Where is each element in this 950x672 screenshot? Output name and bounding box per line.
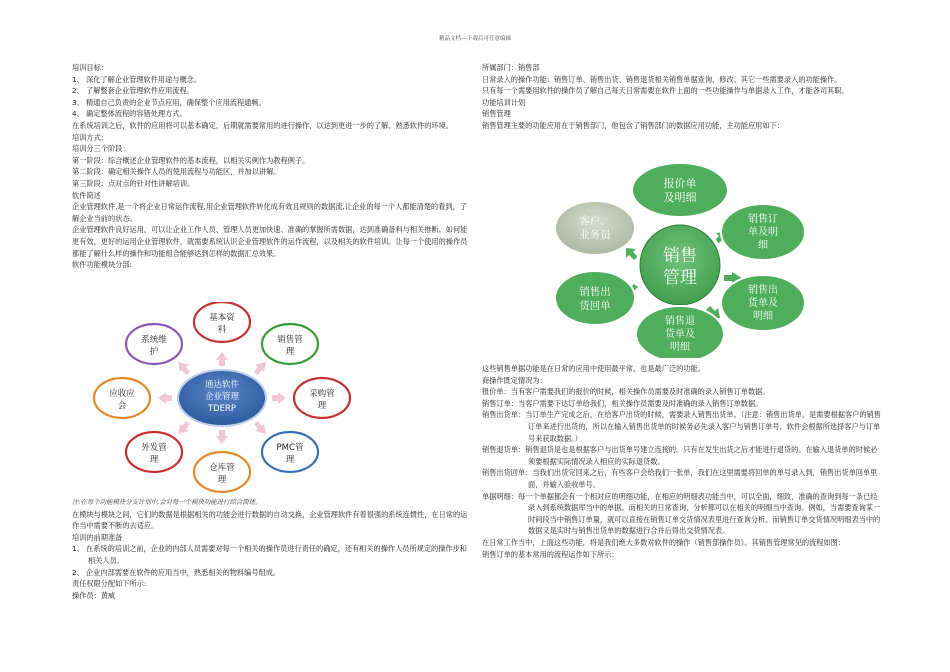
node-label: 销售订	[748, 214, 778, 225]
node-label: 单及明	[748, 227, 778, 238]
node-label: 会	[117, 401, 127, 411]
sales-heading: 销售管理	[482, 109, 511, 119]
receipt-desc: 销售出货回单：当我们出货完回来之后，有些客户会给我们一张单，我们在这里需要将回单的单号录入到，销售出货单回单里面，并输入验收单号。	[482, 468, 878, 489]
node-label: 理	[317, 401, 327, 411]
paragraph: 销售管理主要的功能应用在于销售部门，他包含了销售部门的数据应用功能，主功能应用如下：	[482, 120, 784, 130]
node-label: 客户、	[579, 215, 611, 227]
return-desc: 销售退货单：销售退货是也是根据客户与出货单号建立连接的。只有在发生出货之后才能进行退货的。在输入退货单的时候必须要根据实际情况录入相应的实际退货数。	[482, 445, 878, 466]
node-label: 应收应	[109, 389, 135, 399]
goal-item: 2、 了解整套企业管理软件应用流程。	[72, 86, 194, 96]
module-heading: 软件功能模块分部:	[72, 260, 132, 270]
right-column-bottom	[482, 363, 882, 560]
center-label: 销售	[663, 246, 697, 266]
node-delivery-receipt	[555, 271, 635, 325]
module-diagram	[72, 302, 372, 494]
flow-heading: 销售订单的基本常用的流程运作如下所示：	[482, 549, 619, 559]
delivery-desc: 销售出货单：当订单生产完成之后，在给客户出货的时候，需要录入销售出货单。（注意：销售出货单，是需要根据客户的销售订单来进行出货的，所以在输入销售出货单的时候务必先录入客户与销售订单号，软件会根据所选择客户与订单号来获取数据。）	[482, 410, 881, 443]
node-label: 料	[217, 325, 227, 335]
node-label: 细	[758, 240, 768, 251]
stages-intro: 培训分三个阶段：	[72, 144, 130, 154]
center-label: 企业管理	[204, 392, 240, 402]
node-customer-salesman	[555, 201, 635, 255]
node-label: 外发管	[141, 443, 167, 453]
node-label: 销售出	[579, 286, 611, 298]
operator-line: 操作员：黄威	[72, 590, 116, 600]
sales-order-desc: 销售订单：当客户需要下达订单给我们，相关操作员需要及时准确的录入销售订单数据。	[482, 398, 763, 408]
goal-item: 1、 深化了解企业管理软件用途与概念。	[72, 74, 202, 84]
node-label: 理	[217, 475, 227, 485]
left-column-bottom	[72, 497, 468, 601]
paragraph: 只有每一个需要用软件的操作员了解自己每天日常需要在软件上面的一些功能操作与单据录入工作，才能各司其职。	[482, 86, 849, 96]
paragraph: 在日常工作当中，上面这些功能，将是我们绝大多数对软件的操作（销售部操作员）。其销售管理常见的流程如图：	[482, 537, 845, 547]
operation-heading: 商操作既定情况为：	[482, 375, 547, 385]
training-goal-heading: 培训目标：	[72, 63, 108, 72]
plan-heading: 功能培训计划	[482, 97, 526, 107]
paragraph: 在模块与模块之间，它们的数据是根据相关的功能会进行数据的自动交换，企业管理软件有着很强的系统连惯性，在日常的运作当中需要不断的去适应。	[72, 509, 468, 531]
right-column	[482, 62, 882, 132]
stage-item: 第一阶段：综合概述企业管理软件的基本流程，以相关实例作为教程例子。	[72, 155, 310, 165]
node-label: 护	[149, 347, 159, 357]
page-header: 精品文档---下载后可任意编辑	[439, 36, 511, 42]
goal-item: 4、 确定整体流程的容错处理方式。	[72, 109, 187, 119]
node-label: 明细	[753, 311, 773, 322]
node-label: 采购管	[309, 389, 335, 399]
detail-desc: 单据明细：每一个单据都会有一个相对应的明细功能，在相应的明细表功能当中，可以全面，细致，准确的查询到每一条已经录入到系统数据库当中的单据。而相关的日常查询，分析都可以在相关的明细当中查询。例如，当需要查询某一时间段当中销售订单量，就可以直接在销售订单交货情况表里进行查询分析。而销售订单交货情况明细表当中的数据又是实时与销售出货单的数据进行合并后得出交货情况表。	[482, 491, 881, 536]
node-label: 业务员	[579, 229, 611, 241]
node-label: 系统维	[141, 335, 167, 345]
node-label: 销售出	[748, 285, 778, 296]
node-label: 报价单	[663, 177, 697, 190]
prep-item: 1、 在系统的培训之前，企业的内部人员需要对每一个相关的操作员进行责任的确定，还有相关的操作人员所规定的操作步和相关人员。	[72, 544, 467, 565]
paragraph: 企业管理软件良好运用，可以让企业工作人员、管理人员更加快速、准确的掌握所需数据，达到准确备料与相关推断。如何能更有效，更好的运用企业管理软件，就需要系统认识企业管理软件的运作流程，以及相关的软件培训。让每一个使用的操作员都能了解什么样的操作和功能组合能够达到怎样的数据汇总效果。	[72, 225, 468, 258]
node-quotation	[632, 163, 728, 217]
node-label: 基本资	[209, 313, 235, 323]
permission-heading: 责任权限分配如下所示:	[72, 579, 147, 589]
department-line: 所属部门：销售部	[482, 63, 540, 72]
center-label: TDERP	[207, 404, 237, 414]
node-label: 理	[285, 347, 295, 357]
center-label: 通达软件	[204, 380, 240, 390]
node-label: 明细	[670, 342, 690, 353]
node-label: 货单及	[748, 298, 778, 309]
center-label: 管理	[663, 268, 697, 288]
prep-item: 2、 企业内部需要在软件的应用当中，熟悉相关的物料编号组成。	[72, 567, 281, 577]
paragraph: 在系统培训之后，软件的应用将可以基本确定，后期就需要常用的进行操作，以达到更进一步的了解、熟悉软件的环境。	[72, 120, 453, 130]
sales-diagram	[480, 162, 900, 358]
node-label: PMC管	[276, 443, 304, 453]
software-overview-heading: 软件简述	[72, 190, 101, 200]
node-label: 销售管	[277, 335, 303, 345]
node-label: 销售退	[665, 316, 695, 327]
left-column	[72, 62, 468, 271]
training-method-heading: 培训方式：	[72, 132, 108, 142]
node-label: 理	[149, 455, 159, 465]
node-label: 理	[285, 455, 295, 465]
stage-item: 第二阶段：确定相关操作人员的使用流程与功能区，并加以讲解。	[72, 167, 281, 177]
stage-item: 第三阶段：点对点的针对性讲解培训。	[72, 178, 195, 188]
node-label: 及明细	[663, 191, 697, 204]
paragraph: 企业管理软件,是一个将企业日常运作流程,用企业管理软件转化成有效且规则的数据流,让企业的每一个人都能清楚的看到，了解企业当前的状态。	[72, 202, 467, 223]
node-label: 仓库管	[209, 463, 235, 473]
goal-item: 3、 精通自己负责的企业节点应用，确保整个应用流程通畅。	[72, 97, 266, 107]
prep-heading: 培训的前期准备	[72, 532, 123, 542]
diagram-caption: 注:在每个功能模块分支计划中,会对每一个模块功能进行综合简述。	[72, 498, 262, 506]
paragraph: 这些销售单据功能是在日常的应用中使用最平常，也是最广泛的功能。	[482, 364, 705, 373]
node-label: 货单及	[665, 329, 695, 340]
paragraph: 日常录入的操作功能：销售订单、销售出货、销售退货相关销售单据查询、修改。其它一些需要录入的功能操作。	[482, 74, 842, 84]
node-label: 货回单	[579, 300, 611, 312]
quotation-desc: 报价单：当有客户需要我们的报价的时候，相关操作员需要及时准确的录入销售订单数据。	[482, 387, 770, 397]
